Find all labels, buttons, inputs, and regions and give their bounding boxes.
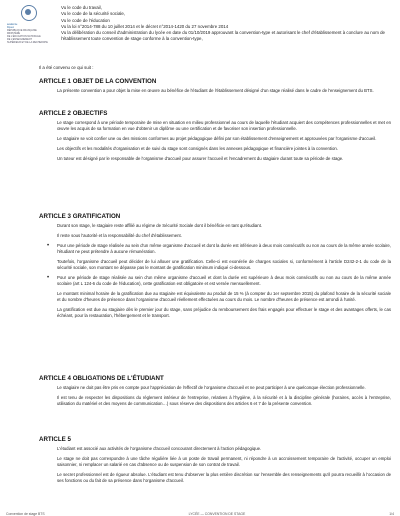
agreement-intro: Il a été convenu ce qui suit : <box>39 65 94 70</box>
footer-center: LYCÉE — CONVENTION DE STAGE <box>188 512 246 516</box>
article-title: ARTICLE 4 OBLIGATIONS DE L'ÉTUDIANT <box>39 375 164 382</box>
article-paragraph: Le montant minimal horaire de la gratification due au stagiaire est équivalente au produit de 15 % (à compter du 1er septembre 2015) du plafond horaire de la sécurité sociale et du nombre d'heures de présence dans l'organisme d'accueil réellement effectuées au cours du mois. Le nombre d'heures de présence est arrondi à l'unité. <box>57 291 391 302</box>
article-paragraph: Il est tenu de respecter les dispositions du règlement intérieur de l'entreprise, relatives à l'hygiène, à la sécurité et à la discipline générale (horaires, accès à l'entreprise, utilisation du matériel et des moyens de communication…) sous réserve des dispositions des articles 6 et 7 de la présente convention. <box>57 395 391 406</box>
article-5 <box>39 436 391 488</box>
article-paragraph: Durant son stage, le stagiaire reste affilié au régime de Sécurité Sociale dont il bénéficie en tant qu'étudiant. <box>57 223 262 228</box>
logo-line: SUPÉRIEUR ET DE LA RECHERCHE <box>7 41 48 44</box>
logo-line: Rouen <box>7 26 15 29</box>
article-3 <box>39 213 391 323</box>
article-paragraph: Un tuteur est désigné par le responsable de l'organisme d'accueil pour assurer l'accueil et l'encadrement du stagiaire durant toute sa période de stage. <box>57 156 344 161</box>
legal-references <box>61 5 393 43</box>
logo-line: DE L'ÉDUCATION NATIONALE <box>7 35 41 38</box>
article-1 <box>39 78 391 98</box>
article-paragraph: Toutefois, l'organisme d'accueil peut décider de lui allouer une gratification. Celle-ci est exonérée de charges sociales si, conformément à l'article D242-2-1 du code de la sécurité sociale, son montant ne dépasse pas le montant de gratification minimum indiqué ci-dessous. <box>57 259 391 270</box>
logo-line: RÉPUBLIQUE FRANÇAISE <box>7 29 37 32</box>
article-paragraph: La gratification est due au stagiaire dès le premier jour du stage, sans préjudice du remboursement des frais engagés pour effectuer le stage et des avantages offerts, le cas échéant, pour la restauration, l'hébergement et le transport. <box>57 307 391 318</box>
article-title: ARTICLE 5 <box>39 436 71 443</box>
logo-line: DE L'ENSEIGNEMENT <box>7 38 32 41</box>
academy-emblem-icon <box>21 5 37 21</box>
article-paragraph: Le stage correspond à une période temporaire de mise en situation en milieu professionnel au cours de laquelle l'étudiant acquiert des compétences professionnelles et met en œuvre les acquis de sa formation en vue d'obtenir un diplôme ou une certification et de favoriser son insertion professionnelle. <box>57 120 391 131</box>
article-4 <box>39 375 391 411</box>
article-title: ARTICLE 1 OBJET DE LA CONVENTION <box>39 78 157 85</box>
article-paragraph: Il reste sous l'autorité et la responsabilité du chef d'établissement. <box>57 233 182 238</box>
article-paragraph: L'étudiant est associé aux activités de l'organisme d'accueil concourant directement à l'action pédagogique. <box>57 446 262 451</box>
article-paragraph: Le stagiaire ne doit pas être pris en compte pour l'appréciation de l'effectif de l'organisme d'accueil et ne peut participer à une quelconque élection professionnelle. <box>57 385 366 390</box>
footer-left: Convention de stage BTS <box>6 512 45 516</box>
article-title: ARTICLE 3 GRATIFICATION <box>39 213 121 220</box>
academy-logo <box>7 5 51 44</box>
article-title: ARTICLE 2 OBJECTIFS <box>39 110 108 117</box>
page-footer <box>6 512 394 516</box>
article-paragraph: La présente convention a pour objet la mise en œuvre au bénéfice de l'étudiant de l'établissement désigné d'un stage réalisé dans le cadre de l'enseignement du BTS. <box>57 88 374 93</box>
legal-reference-item: Vu le code de la sécurité sociale, <box>61 11 126 17</box>
article-paragraph: Les objectifs et les modalités d'organisation et de suivi du stage sont consignés dans les annexes pédagogique et financière jointes à la convention. <box>57 146 339 151</box>
legal-reference-item: Vu le code du travail, <box>61 5 102 10</box>
page-number: 1/4 <box>389 512 394 516</box>
legal-reference-item: Vu la délibération du conseil d'administration du lycée en date du 01/10/2019 approuvant la convention-type et autorisant le chef d'établissement à conclure au nom de l'établissement toute convention de stage conforme à la convention-type, <box>61 30 385 42</box>
article-bullet-paragraph: • Pour une période de stage réalisée au sein d'un même organisme d'accueil et dont la durée est supérieure à deux mois consécutifs ou non au cours de la même année scolaire (art L 124-6 du code de l'éducation), cette gratification est obligatoire et est versée mensuellement. <box>57 275 391 287</box>
logo-line: MINISTÈRE <box>7 32 21 35</box>
article-bullet-paragraph: • Pour une période de stage réalisée au sein d'un même organisme d'accueil et dont la durée est inférieure à deux mois consécutifs ou non au cours de la même année scolaire, l'étudiant ne peut prétendre à aucune rémunération. <box>57 243 391 255</box>
article-2 <box>39 110 391 166</box>
legal-reference-item: Vu le code de l'éducation <box>61 17 110 23</box>
article-paragraph: Le stage ne doit pas correspondre à une tâche régulière liée à un poste de travail permanent, ni répondre à un accroissement temporaire de l'activité, occuper un emploi saisonnier, ni remplacer un salarié en cas d'absence ou de suspension de son contrat de travail. <box>57 456 391 467</box>
logo-line: académie <box>7 23 18 26</box>
article-paragraph: Le stagiaire se voit confier une ou des missions conformes au projet pédagogique défini par son établissement d'enseignement et approuvées par l'organisme d'accueil. <box>57 136 377 141</box>
article-paragraph: Le secret professionnel est de rigueur absolue. L'étudiant est tenu d'observer la plus entière discrétion sur l'ensemble des renseignements qu'il pourra recueillir à l'occasion de ses fonctions ou du fait de sa présence dans l'organisme d'accueil. <box>57 472 391 483</box>
legal-reference-item: Vu la loi n°2014-788 du 10 juillet 2014 et le décret n°2014-1420 du 27 novembre 2014 <box>61 23 229 29</box>
